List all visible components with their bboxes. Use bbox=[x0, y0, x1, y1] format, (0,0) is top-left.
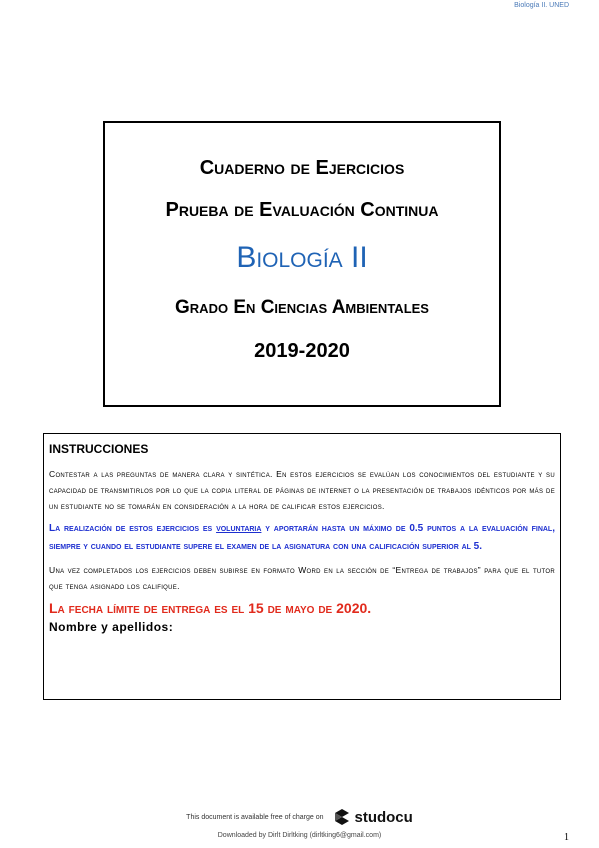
cover-subject: Biología II bbox=[236, 241, 368, 274]
para2-pre: La realización de estos ejercicios es bbox=[49, 523, 217, 534]
downloaded-by: Downloaded by Dirlt Dirltking (dirltking6@gmail.com) bbox=[217, 832, 382, 839]
studocu-logo[interactable] bbox=[333, 808, 412, 826]
voluntary-underlined: voluntaria bbox=[216, 523, 262, 534]
cover-title-box bbox=[103, 121, 501, 407]
deadline-text: La fecha límite de entrega es el 15 de mayo de 2020. bbox=[49, 600, 372, 616]
cover-line-1: Cuaderno de Ejercicios bbox=[199, 157, 405, 179]
instructions-paragraph-3: Una vez completados los ejercicios deben subirse en formato Word en la sección de “Entrega de trabajos” para que el tutor que tenga asignado los califique. bbox=[49, 565, 555, 591]
page-number: 1 bbox=[564, 832, 569, 843]
instructions-paragraph-2 bbox=[49, 520, 555, 556]
studocu-logo-icon bbox=[333, 808, 351, 826]
studocu-footer bbox=[0, 808, 599, 826]
available-text: This document is available free of charge on bbox=[186, 813, 324, 821]
para2-post: y aportarán hasta un máximo de 0.5 puntos a la evaluación final, siempre y cuando el estudiante supere el examen de la asignatura con una calificación superior al 5. bbox=[49, 523, 555, 552]
instructions-paragraph-1: Contestar a las preguntas de manera clara y sintética. En estos ejercicios se evalúan los conocimientos del estudiante y su capacidad de transmitirlos por lo que la copia literal de páginas de internet o la presentación de trabajos idénticos por más de un estudiante no se tomarán en consideración a la hora de calificar estos ejercicios. bbox=[49, 469, 555, 511]
instructions-box bbox=[43, 433, 561, 700]
cover-year: 2019-2020 bbox=[254, 340, 350, 362]
cover-line-2: Prueba de Evaluación Continua bbox=[165, 199, 439, 221]
cover-degree: Grado En Ciencias Ambientales bbox=[175, 297, 429, 318]
studocu-brand: studocu bbox=[354, 808, 413, 826]
course-tag: Biología II. UNED bbox=[514, 2, 569, 9]
name-label: Nombre y apellidos: bbox=[49, 620, 174, 634]
instructions-title: INSTRUCCIONES bbox=[49, 442, 149, 456]
